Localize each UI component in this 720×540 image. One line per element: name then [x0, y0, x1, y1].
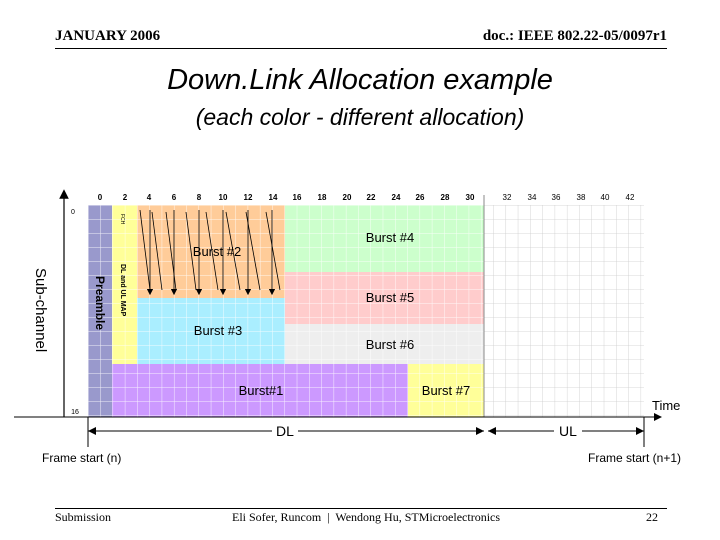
row-label-bottom: 16 — [71, 409, 79, 416]
preamble-label: Preamble — [93, 276, 107, 331]
col-label: 20 — [342, 193, 352, 202]
col-label: 40 — [600, 193, 610, 202]
col-label: 38 — [576, 193, 586, 202]
dl-label: DL — [276, 423, 294, 439]
col-label: 4 — [146, 193, 152, 202]
fch-label: FCH — [119, 214, 125, 225]
slide-title: Down.Link Allocation example — [167, 64, 553, 96]
slide-subtitle: (each color - different allocation) — [195, 104, 525, 130]
footer-page-number: 22 — [646, 510, 658, 524]
col-label: 28 — [440, 193, 450, 202]
col-label: 16 — [292, 193, 302, 202]
dl-span-right-arrow — [476, 427, 484, 435]
col-label: 6 — [171, 193, 177, 202]
burst-1-label: Burst#1 — [238, 383, 284, 398]
col-label: 34 — [527, 193, 537, 202]
burst-3-label: Burst #3 — [193, 323, 243, 338]
frame-start-n-label: Frame start (n) — [42, 451, 122, 465]
dl-span-left-arrow — [88, 427, 96, 435]
ul-span-left-arrow — [488, 427, 496, 435]
col-label: 2 — [122, 193, 128, 202]
col-label: 0 — [97, 193, 103, 202]
footer-authors: Eli Sofer, Runcom | Wendong Hu, STMicroelectronics — [232, 510, 501, 524]
col-label: 12 — [243, 193, 253, 202]
x-axis-label: Time — [652, 398, 681, 413]
col-label: 36 — [551, 193, 561, 202]
burst-4-label: Burst #4 — [365, 230, 415, 245]
col-label: 30 — [465, 193, 475, 202]
y-axis-label: Sub-channel — [32, 268, 49, 353]
row-label-top: 0 — [71, 209, 75, 216]
col-label: 24 — [391, 193, 401, 202]
frame-start-n1-label: Frame start (n+1) — [588, 451, 682, 465]
header-doc-id: doc.: IEEE 802.22-05/0097r1 — [482, 28, 667, 44]
col-label: 42 — [625, 193, 635, 202]
footer-rule — [55, 508, 667, 509]
burst-7-label: Burst #7 — [421, 383, 471, 398]
burst-2-label: Burst #2 — [192, 244, 242, 259]
map-label: DL and UL MAP — [119, 264, 126, 317]
ul-grid — [484, 205, 644, 417]
col-label: 32 — [502, 193, 512, 202]
burst-6-label: Burst #6 — [365, 337, 415, 352]
burst-5-label: Burst #5 — [365, 290, 415, 305]
header-date: JANUARY 2006 — [55, 28, 161, 44]
ul-span-right-arrow — [636, 427, 644, 435]
col-label: 14 — [268, 193, 278, 202]
col-label: 18 — [317, 193, 327, 202]
col-label: 8 — [196, 193, 202, 202]
ul-label: UL — [559, 423, 577, 439]
col-label: 10 — [218, 193, 228, 202]
col-label: 26 — [415, 193, 425, 202]
col-label: 22 — [366, 193, 376, 202]
footer-submission: Submission — [55, 510, 112, 524]
